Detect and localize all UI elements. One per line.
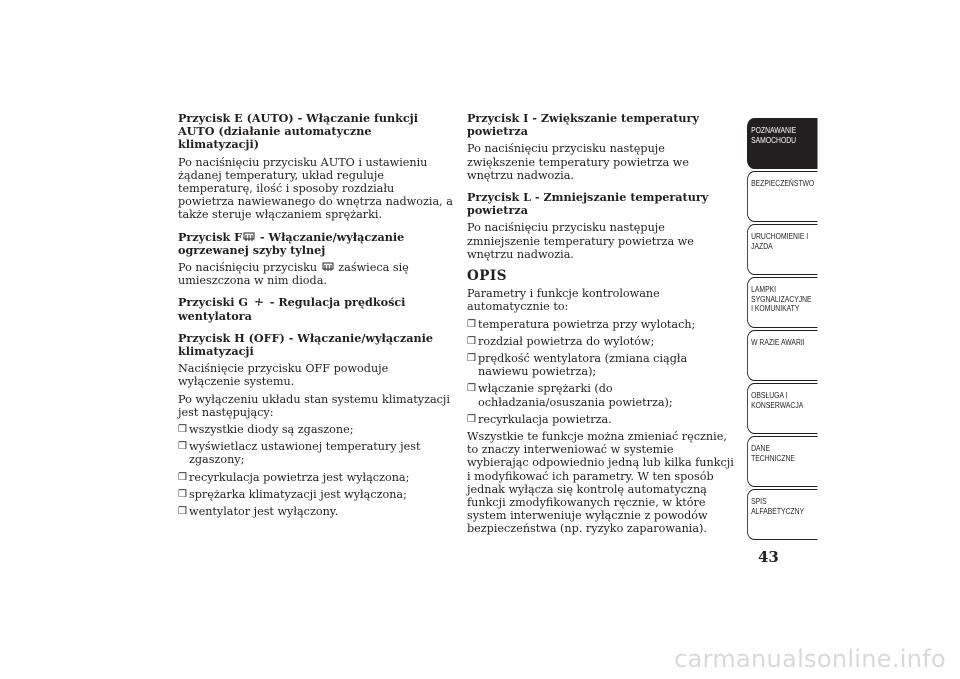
checkbox-bullet-icon: ❒ xyxy=(467,353,476,365)
page-number: 43 xyxy=(758,548,779,566)
button-f-text-end: zaświeca się umieszczona w nim dioda. xyxy=(178,261,409,288)
auto-functions-list xyxy=(467,318,735,426)
button-f-text xyxy=(178,261,453,287)
checkbox-bullet-icon: ❒ xyxy=(178,506,187,518)
list-item xyxy=(178,471,453,484)
list-item xyxy=(467,318,735,331)
tab-label-line: LAMPKI xyxy=(751,284,777,294)
tab-label-line: TECHNICZNE xyxy=(751,452,795,463)
list-item xyxy=(178,488,453,501)
checkbox-bullet-icon: ❒ xyxy=(467,335,476,347)
button-i-heading: Przycisk I - Zwiększanie temperatury powietrza xyxy=(467,111,699,139)
list-item-text: włączanie sprężarki (do ochładzania/osuszania powietrza); xyxy=(478,382,673,409)
list-item-text: sprężarka klimatyzacji jest wyłączona; xyxy=(189,487,407,501)
list-item-text: wentylator jest wyłączony. xyxy=(189,505,339,519)
checkbox-bullet-icon: ❒ xyxy=(178,471,187,483)
watermark[interactable]: carmanualsonline.info xyxy=(674,645,946,673)
checkbox-bullet-icon: ❒ xyxy=(178,424,187,436)
chapter-tabs xyxy=(747,118,818,542)
checkbox-bullet-icon: ❒ xyxy=(178,441,187,453)
off-state-list xyxy=(178,423,453,518)
rear-defrost-icon xyxy=(322,262,334,272)
tab-label-line: URUCHOMIENIE I xyxy=(751,231,809,241)
button-f-heading xyxy=(178,231,453,257)
tab-bezpieczenstwo[interactable] xyxy=(747,171,818,222)
list-item-text: temperatura powietrza przy wylotach; xyxy=(478,317,696,331)
tab-obsluga-i-konserwacja[interactable] xyxy=(747,383,818,434)
tab-lampki-sygnalizacyjne[interactable] xyxy=(747,277,818,328)
checkbox-bullet-icon: ❒ xyxy=(467,318,476,330)
button-h-text-2: Po wyłączeniu układu stan systemu klimatyzacji jest następujący: xyxy=(178,392,450,419)
list-item-text: rozdział powietrza do wylotów; xyxy=(478,334,655,348)
list-item-text: wyświetlacz ustawionej temperatury jest zgaszony; xyxy=(189,440,421,467)
tab-label-line: DANE xyxy=(751,443,771,453)
button-f-heading-end: - Włączanie/wyłączanie ogrzewanej szyby tylnej xyxy=(178,229,405,257)
button-g-heading-end: - Regulacja prędkości wentylatora xyxy=(178,295,406,323)
list-item xyxy=(178,440,453,466)
fan-icon xyxy=(253,297,265,307)
checkbox-bullet-icon: ❒ xyxy=(467,413,476,425)
tab-label-line: SYGNALIZACYJNE xyxy=(751,293,812,304)
checkbox-bullet-icon: ❒ xyxy=(467,383,476,395)
tab-uruchomienie-i-jazda[interactable] xyxy=(747,224,818,275)
tab-label-line: JAZDA xyxy=(751,240,773,251)
button-f-heading-start: Przycisk F xyxy=(178,229,243,244)
tab-label-line: OBSŁUGA I xyxy=(751,390,788,400)
button-h-heading: Przycisk H (OFF) - Włączanie/wyłączanie klimatyzacji xyxy=(178,330,434,359)
list-item-text: recyrkulacja powietrza. xyxy=(478,412,612,426)
checkbox-bullet-icon: ❒ xyxy=(178,488,187,500)
tab-label-line: W RAZIE AWARII xyxy=(751,337,805,347)
list-item xyxy=(467,382,735,408)
button-i-text: Po naciśnięciu przycisku następuje zwiększenie temperatury powietrza we wnętrzu nadwozia. xyxy=(467,142,689,182)
list-item-text: wszystkie diody są zgaszone; xyxy=(189,423,354,437)
list-item xyxy=(467,335,735,348)
button-g-heading xyxy=(178,296,453,322)
list-item xyxy=(467,413,735,426)
list-item-text: recyrkulacja powietrza jest wyłączona; xyxy=(189,470,410,484)
tab-spis-alfabetyczny[interactable] xyxy=(747,489,818,540)
tab-label-line: KONSERWACJA xyxy=(751,399,804,410)
list-item-text: prędkość wentylatora (zmiana ciągła nawiewu powietrza); xyxy=(478,352,688,379)
left-column xyxy=(178,112,453,518)
list-item xyxy=(467,352,735,378)
tab-label-line: POZNAWANIE xyxy=(751,125,797,135)
tab-label-line: ALFABETYCZNY xyxy=(751,505,805,516)
button-l-text: Po naciśnięciu przycisku następuje zmniejszenie temperatury powietrza we wnętrzu nadwozia. xyxy=(467,221,694,261)
right-column xyxy=(467,112,735,536)
list-item xyxy=(178,423,453,436)
rear-defrost-icon xyxy=(243,232,255,242)
tab-label-line: SAMOCHODU xyxy=(751,134,797,145)
list-item xyxy=(178,505,453,518)
tab-poznawanie-samochodu[interactable] xyxy=(747,118,818,169)
tab-label-line: SPIS xyxy=(751,496,767,506)
tab-dane-techniczne[interactable] xyxy=(747,436,818,487)
opis-text: Wszystkie te funkcje można zmieniać ręcznie, to znaczy interweniować w systemie wybierając odpowiednio jedną lub kilka funkcji i modyfikować ich parametry. W ten sposób jednak wyłącza się kontrolę automatyczną funkcji zmodyfikowanych ręcznie, w które system interweniuje wyłącznie z powodów bezpieczeństwa (np. ryzyko zaparowania). xyxy=(467,430,734,536)
button-f-text-start: Po naciśnięciu przycisku xyxy=(178,261,318,275)
button-e-heading: Przycisk E (AUTO) - Włączanie funkcji AUTO (działanie automatyczne klimatyzacji) xyxy=(178,111,418,152)
tab-label-line: I KOMUNIKATY xyxy=(751,303,800,314)
button-e-text: Po naciśnięciu przycisku AUTO i ustawieniu żądanej temperatury, układ reguluje temperaturę, ilość i sposoby rozdziału powietrza nawiewanego do wnętrza nadwozia, a także steruje włączaniem sprężarki. xyxy=(178,155,453,222)
tab-w-razie-awarii[interactable] xyxy=(747,330,818,381)
tab-label-line: BEZPIECZEŃSTWO xyxy=(751,178,815,188)
button-g-heading-start: Przyciski G xyxy=(178,295,248,310)
button-h-text: Naciśnięcie przycisku OFF powoduje wyłączenie systemu. xyxy=(178,362,389,389)
button-l-heading: Przycisk L - Zmniejszanie temperatury powietrza xyxy=(467,190,709,218)
opis-intro: Parametry i funkcje kontrolowane automatycznie to: xyxy=(467,287,660,314)
section-heading-opis: OPIS xyxy=(467,268,507,285)
